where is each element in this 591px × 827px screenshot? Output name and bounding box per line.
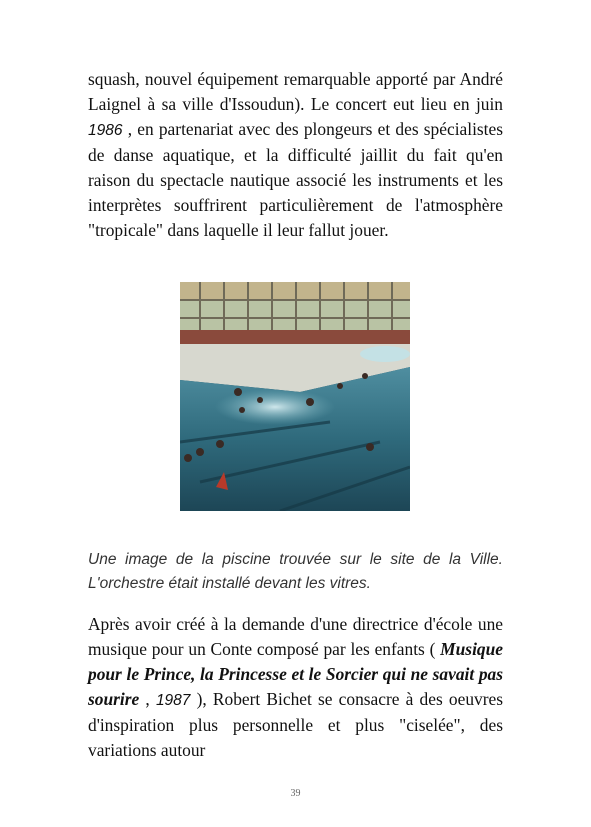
page-number: 39 [290,788,301,799]
paragraph-text-end: ), Robert Bichet se consacre à des oeuvres d'inspiration plus personnelle et plus "ciselée", des variations autour [88,689,503,760]
paragraph-concert [88,67,503,243]
paragraph-text: Après avoir créé à la demande d'une directrice d'école une musique pour un Conte composé par les enfants ( [88,614,503,659]
paragraph-bichet [88,612,503,763]
paragraph-text-cont: , [139,689,156,709]
work-title: Musique pour le Prince, la Princesse et le Sorcier qui ne savait pas sourire [88,639,503,709]
paragraph-text-cont: , en partenariat avec des plongeurs et des spécialistes de danse aquatique, et la difficulté jaillit du fait qu'en raison du spectacle nautique associé les instruments et les interprètes souffrirent particulièrement de l'atmosphère "tropicale" dans laquelle il leur fallut jouer. [88,119,503,240]
year-1987: 1987 [155,692,191,709]
year-1986: 1986 [88,122,123,139]
paragraph-text: squash, nouvel équipement remarquable apporté par André Laignel à sa ville d'Issoudun). Le concert eut lieu en juin [88,69,503,114]
photo-caption: Une image de la piscine trouvée sur le site de la Ville. L'orchestre était installé devant les vitres. [88,551,503,592]
swimming-pool-photo [180,282,410,511]
